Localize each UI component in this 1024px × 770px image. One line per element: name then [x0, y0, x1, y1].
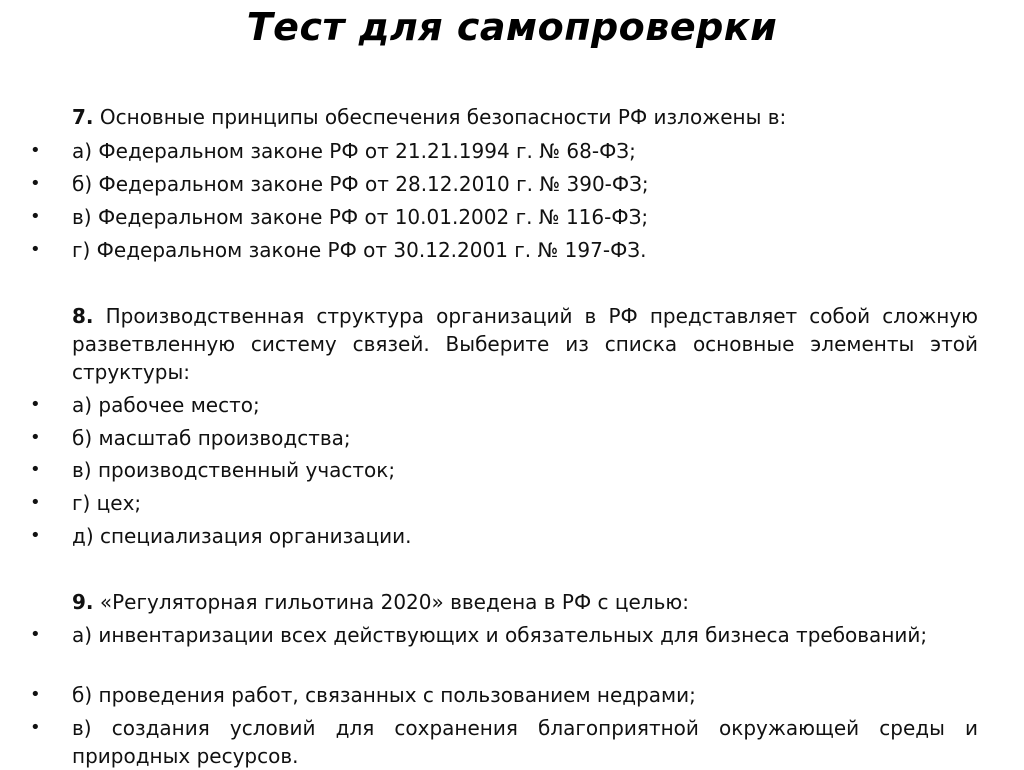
answer-option: г) Федеральном законе РФ от 30.12.2001 г. № 197-ФЗ.	[72, 238, 647, 262]
bullet-icon: •	[30, 173, 41, 194]
answer-option: а) рабочее место;	[72, 393, 260, 417]
bullet-icon: •	[30, 394, 41, 415]
bullet-icon: •	[30, 427, 41, 448]
bullet-icon: •	[30, 492, 41, 513]
bullet-icon: •	[30, 525, 41, 546]
answer-option: д) специализация организации.	[72, 524, 412, 548]
bullet-icon: •	[30, 140, 41, 161]
question-text: Основные принципы обеспечения безопасности РФ изложены в:	[99, 105, 787, 129]
question-text: «Регуляторная гильотина 2020» введена в РФ с целью:	[99, 590, 689, 614]
question-7	[72, 103, 978, 131]
question-number: 9.	[72, 590, 94, 614]
answer-option: б) масштаб производства;	[72, 426, 351, 450]
question-text: Производственная структура организаций в РФ представляет собой сложную разветвленную систему связей. Выберите из списка основные элементы этой структуры:	[72, 304, 978, 384]
answer-option: в) Федеральном законе РФ от 10.01.2002 г. № 116-ФЗ;	[72, 205, 649, 229]
bullet-icon: •	[30, 239, 41, 260]
slide-title: Тест для самопроверки	[246, 5, 778, 49]
bullet-icon: •	[30, 684, 41, 705]
bullet-icon: •	[30, 624, 41, 645]
answer-option: а) Федеральном законе РФ от 21.21.1994 г. № 68-ФЗ;	[72, 139, 636, 163]
answer-option: в) производственный участок;	[72, 458, 396, 482]
answer-option: в) создания условий для сохранения благоприятной окружающей среды и природных ресурсов.	[72, 716, 978, 768]
bullet-icon: •	[30, 717, 41, 738]
bullet-icon: •	[30, 206, 41, 227]
question-number: 8.	[72, 304, 94, 328]
bullet-icon: •	[30, 459, 41, 480]
answer-option: б) проведения работ, связанных с пользованием недрами;	[72, 683, 696, 707]
question-number: 7.	[72, 105, 94, 129]
answer-option: г) цех;	[72, 491, 142, 515]
question-9	[72, 588, 978, 616]
question-8	[72, 302, 978, 386]
answer-option: а) инвентаризации всех действующих и обязательных для бизнеса требований;	[72, 623, 928, 647]
answer-option: б) Федеральном законе РФ от 28.12.2010 г. № 390-ФЗ;	[72, 172, 649, 196]
